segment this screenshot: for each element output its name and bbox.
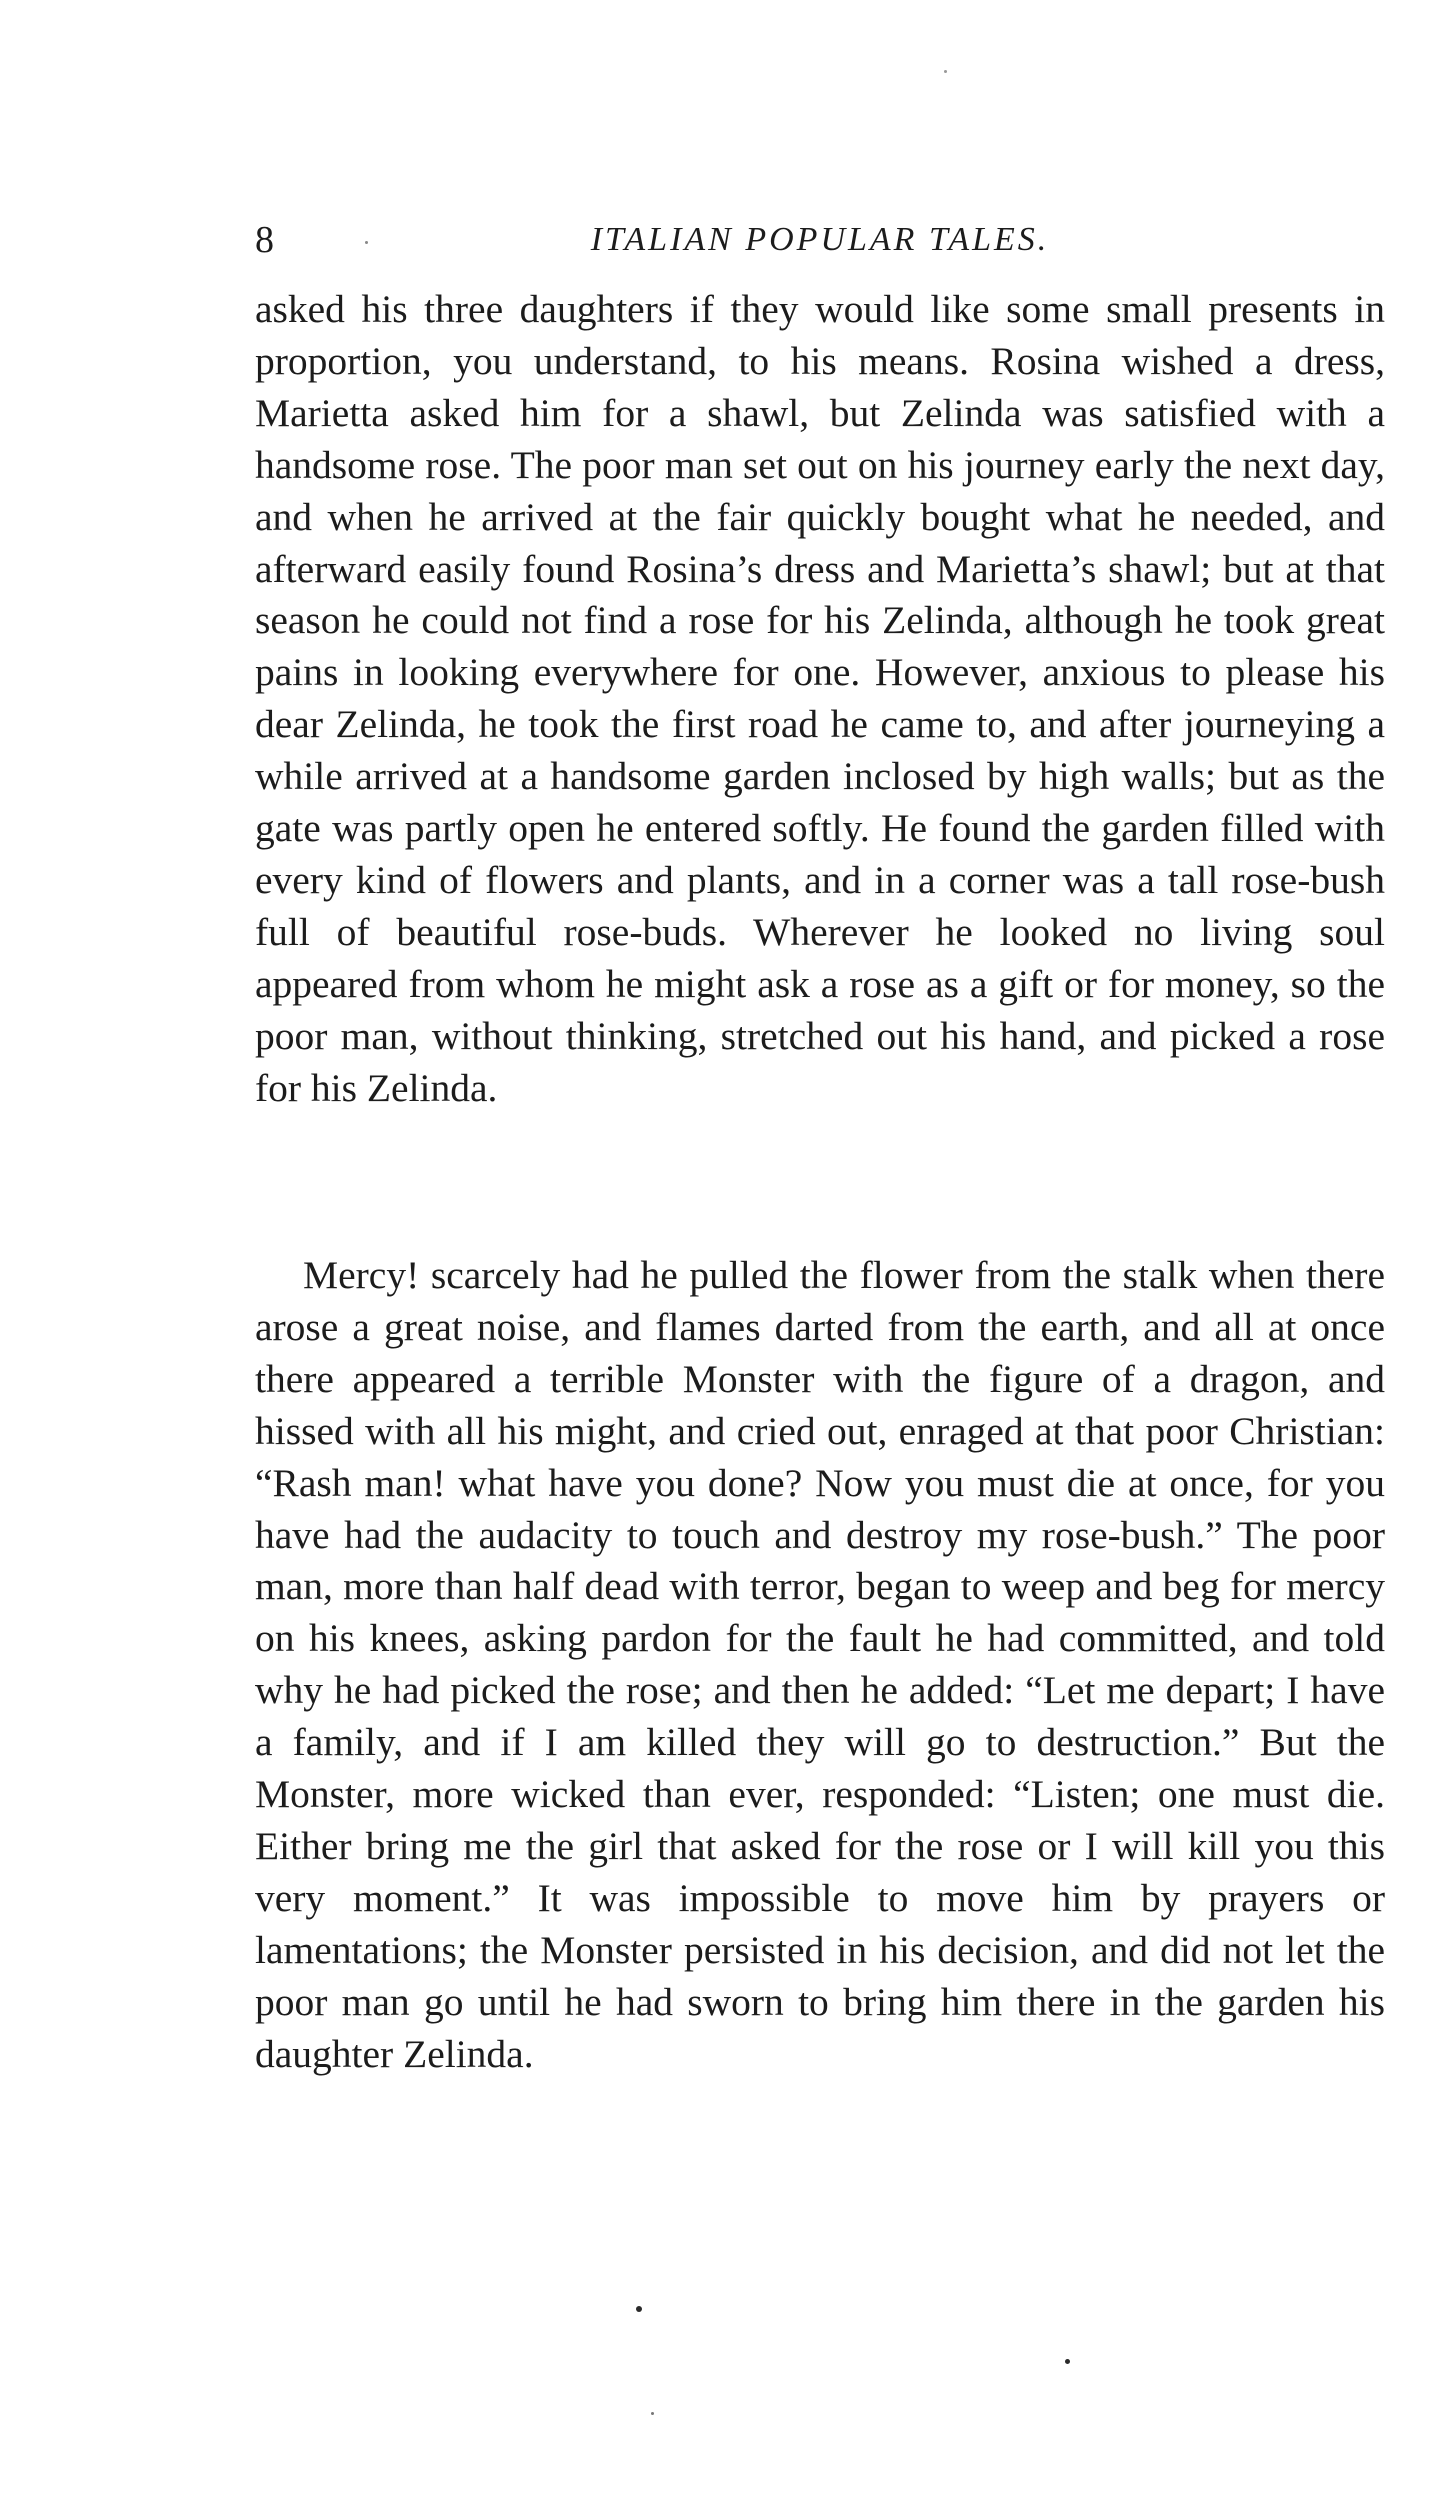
paragraph-continuation xyxy=(255,284,1385,1115)
scan-speck xyxy=(636,2306,642,2312)
scan-speck xyxy=(365,241,368,244)
scan-speck xyxy=(944,70,947,73)
scan-speck xyxy=(1065,2359,1070,2364)
paragraph-mercy xyxy=(255,1250,1385,2081)
running-title: ITALIAN POPULAR TALES. xyxy=(590,221,1050,258)
page-number: 8 xyxy=(255,219,274,261)
running-head xyxy=(255,210,1385,270)
scan-speck xyxy=(651,2412,654,2415)
paragraph: asked his three daughters if they would like some small presents in proportion, you understand, to his means. Rosina wished a dress, Marietta asked him for a shawl, but Zelinda was satisfied with a handsome rose. The poor man set out on his journey early the next day, and when he arrived at the fair quickly bought what he needed, and afterward easily found Rosina’s dress and Marietta’s shawl; but at that season he could not find a rose for his Zelinda, although he took great pains in looking everywhere for one. However, anxious to please his dear Zelinda, he took the first road he came to, and after journeying a while arrived at a handsome garden inclosed by high walls; but as the gate was partly open he entered softly. He found the garden filled with every kind of flowers and plants, and in a corner was a tall rose-bush full of beautiful rose-buds. Wherever he looked no living soul appeared from whom he might ask a rose as a gift or for money, so the poor man, without thinking, stretched out his hand, and picked a rose for his Zelinda. xyxy=(255,287,1385,1110)
paragraph: Mercy! scarcely had he pulled the flower from the stalk when there arose a great noise, and flames darted from the earth, and all at once there appeared a terrible Monster with the figure of a dragon, and hissed with all his might, and cried out, enraged at that poor Christian: “Rash man! what have you done? Now you must die at once, for you have had the audacity to touch and destroy my rose-bush.” The poor man, more than half dead with terror, began to weep and beg for mercy on his knees, asking pardon for the fault he had committed, and told why he had picked the rose; and then he added: “Let me depart; I have a family, and if I am killed they will go to destruction.” But the Monster, more wicked than ever, responded: “Listen; one must die. Either bring me the girl that asked for the rose or I will kill you this very moment.” It was impossible to move him by prayers or lamentations; the Monster persisted in his decision, and did not let the poor man go until he had sworn to bring him there in the garden his daughter Zelinda. xyxy=(255,1253,1385,2076)
